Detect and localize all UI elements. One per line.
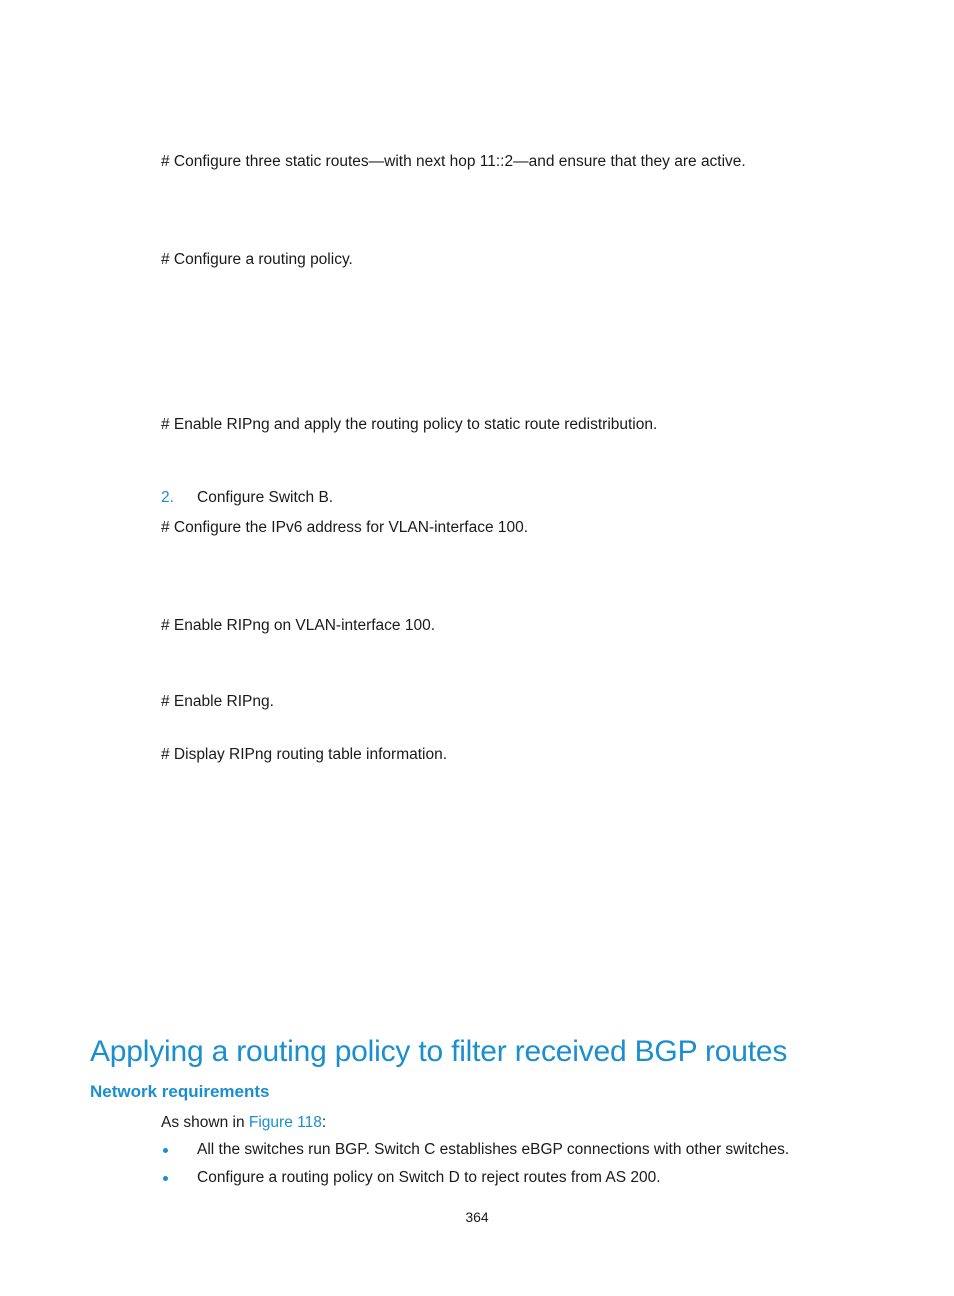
config-step-ipv6-address: # Configure the IPv6 address for VLAN-interface 100. bbox=[161, 519, 529, 536]
bullet-item-2: Configure a routing policy on Switch D to reject routes from AS 200. bbox=[197, 1169, 661, 1186]
config-step-enable-ripng-redistribution: # Enable RIPng and apply the routing policy to static route redistribution. bbox=[161, 416, 658, 433]
bullet-item-1: All the switches run BGP. Switch C establishes eBGP connections with other switches. bbox=[197, 1141, 790, 1158]
intro-suffix: : bbox=[321, 1114, 327, 1131]
step-2-text: Configure Switch B. bbox=[197, 489, 334, 506]
config-step-enable-ripng: # Enable RIPng. bbox=[161, 693, 274, 710]
figure-link[interactable]: Figure 118 bbox=[248, 1114, 322, 1131]
step-2-number: 2. bbox=[161, 489, 174, 506]
section-title: Applying a routing policy to filter received BGP routes bbox=[90, 1035, 788, 1068]
bullet-dot-2 bbox=[163, 1176, 168, 1181]
page-number: 364 bbox=[465, 1209, 489, 1225]
intro-paragraph bbox=[161, 1113, 326, 1133]
config-step-display-ripng: # Display RIPng routing table information. bbox=[161, 746, 448, 763]
config-step-static-routes: # Configure three static routes—with next hop 11::2—and ensure that they are active. bbox=[161, 153, 746, 170]
config-step-enable-ripng-interface: # Enable RIPng on VLAN-interface 100. bbox=[161, 617, 436, 634]
bullet-dot-1 bbox=[163, 1148, 168, 1153]
intro-prefix: As shown in bbox=[161, 1114, 249, 1131]
config-step-routing-policy: # Configure a routing policy. bbox=[161, 251, 353, 268]
section-subtitle: Network requirements bbox=[90, 1082, 270, 1101]
